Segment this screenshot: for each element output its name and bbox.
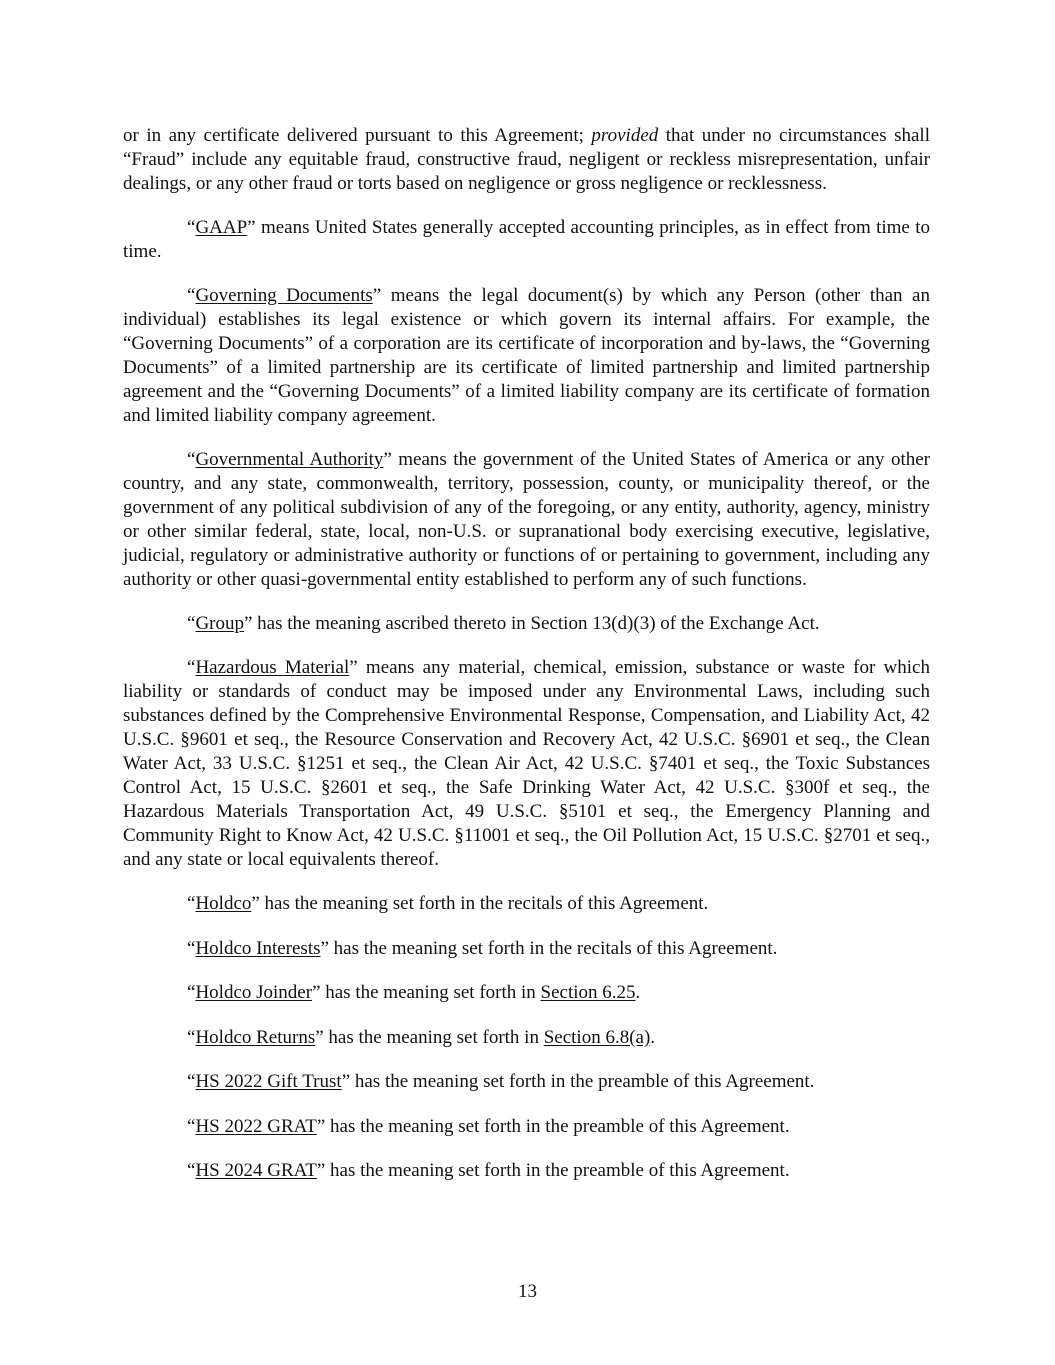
defined-term: HS 2022 Gift Trust (195, 1071, 342, 1092)
section-reference-link[interactable]: Section 6.25 (540, 982, 636, 1003)
defined-term: Holdco Interests (195, 937, 321, 959)
definition-holdco-returns (123, 1026, 930, 1050)
definition-text: ” has the meaning set forth in (312, 982, 541, 1003)
document-page (123, 124, 930, 1204)
definition-hs-2024-grat (123, 1159, 930, 1183)
section-reference-link[interactable]: Section 6.8(a) (543, 1026, 651, 1048)
open-quote: “ (187, 613, 196, 634)
open-quote: “ (187, 1026, 196, 1048)
fraud-text-part-1: or in any certificate delivered pursuant to this Agreement; (123, 125, 592, 146)
defined-term: Governing Documents (195, 285, 373, 306)
open-quote: “ (187, 217, 196, 238)
definition-end: . (650, 1026, 656, 1048)
defined-term: Holdco (195, 893, 252, 914)
definition-text: ” means the government of the United States of America or any other country, and any state, commonwealth, territory, possession, county, or municipality thereof, or the government of any political subdivision of any of the foregoing, or any entity, authority, agency, ministry or other similar federal, state, local, non-U.S. or supranational body exercising executive, legislative, judicial, regulatory or administrative authority or functions of or pertaining to government, including any authority or other quasi-governmental entity established to perform any of such functions. (123, 449, 930, 590)
open-quote: “ (187, 937, 196, 959)
open-quote: “ (187, 285, 196, 306)
open-quote: “ (187, 1071, 196, 1092)
definition-text: ” has the meaning set forth in the preamble of this Agreement. (316, 1115, 790, 1137)
definition-end: . (635, 982, 641, 1003)
definition-text: ” means the legal document(s) by which any Person (other than an individual) establishes its legal existence or which govern its internal affairs. For example, the “Governing Documents” of a corporation are its certificate of incorporation and by-laws, the “Governing Documents” of a limited partnership are its certificate of limited partnership and limited partnership agreement and the “Governing Documents” of a limited liability company are its certificate of formation and limited liability company agreement. (123, 285, 930, 426)
defined-term: Group (195, 613, 244, 634)
open-quote: “ (187, 449, 196, 470)
defined-term: HS 2022 GRAT (195, 1115, 317, 1137)
definition-gaap (123, 216, 930, 264)
definition-text: ” has the meaning set forth in the recitals of this Agreement. (320, 937, 778, 959)
definition-hazardous-material (123, 656, 930, 872)
definition-text: ” has the meaning set forth in the preamble of this Agreement. (316, 1160, 790, 1181)
definition-hs-2022-gift-trust (123, 1070, 930, 1094)
page-number: 13 (518, 1281, 537, 1302)
definition-group (123, 612, 930, 636)
open-quote: “ (187, 1115, 196, 1137)
definition-text: ” has the meaning ascribed thereto in Section 13(d)(3) of the Exchange Act. (244, 613, 820, 634)
definition-text: ” has the meaning set forth in the preamble of this Agreement. (341, 1071, 815, 1092)
defined-term: Governmental Authority (195, 449, 384, 470)
definition-hs-2022-grat (123, 1115, 930, 1139)
definition-text: ” means any material, chemical, emission, substance or waste for which liability or standards of conduct may be imposed under any Environmental Laws, including such substances defined by the Comprehensive Environmental Response, Compensation, and Liability Act, 42 U.S.C. §9601 et seq., the Resource Conservation and Recovery Act, 42 U.S.C. §6901 et seq., the Clean Water Act, 33 U.S.C. §1251 et seq., the Clean Air Act, 42 U.S.C. §7401 et seq., the Toxic Substances Control Act, 15 U.S.C. §2601 et seq., the Safe Drinking Water Act, 42 U.S.C. §300f et seq., the Hazardous Materials Transportation Act, 49 U.S.C. §5101 et seq., the Emergency Planning and Community Right to Know Act, 42 U.S.C. §11001 et seq., the Oil Pollution Act, 15 U.S.C. §2701 et seq., and any state or local equivalents thereof. (123, 657, 930, 870)
fraud-text-part-2: that under no circumstances shall “Fraud” include any equitable fraud, constructive fraud, negligent or reckless misrepresentation, unfair dealings, or any other fraud or torts based on negligence or gross negligence or recklessness. (123, 125, 930, 194)
defined-term: HS 2024 GRAT (195, 1160, 317, 1181)
definition-holdco-joinder (123, 981, 930, 1005)
open-quote: “ (187, 1160, 196, 1181)
defined-term: GAAP (195, 217, 248, 238)
open-quote: “ (187, 982, 196, 1003)
definition-text: ” has the meaning set forth in the recitals of this Agreement. (251, 893, 709, 914)
fraud-text-provided: provided (591, 125, 659, 146)
defined-term: Holdco Returns (195, 1026, 316, 1048)
fraud-continuation-paragraph (123, 124, 930, 196)
definition-holdco (123, 892, 930, 916)
definition-governmental-authority (123, 448, 930, 592)
defined-term: Holdco Joinder (195, 982, 313, 1003)
open-quote: “ (187, 893, 196, 914)
definition-text: ” has the meaning set forth in (315, 1026, 544, 1048)
defined-term: Hazardous Material (195, 657, 350, 678)
definition-text: ” means United States generally accepted accounting principles, as in effect from time to time. (123, 217, 930, 262)
definition-governing-documents (123, 284, 930, 428)
definition-holdco-interests (123, 937, 930, 961)
open-quote: “ (187, 657, 196, 678)
